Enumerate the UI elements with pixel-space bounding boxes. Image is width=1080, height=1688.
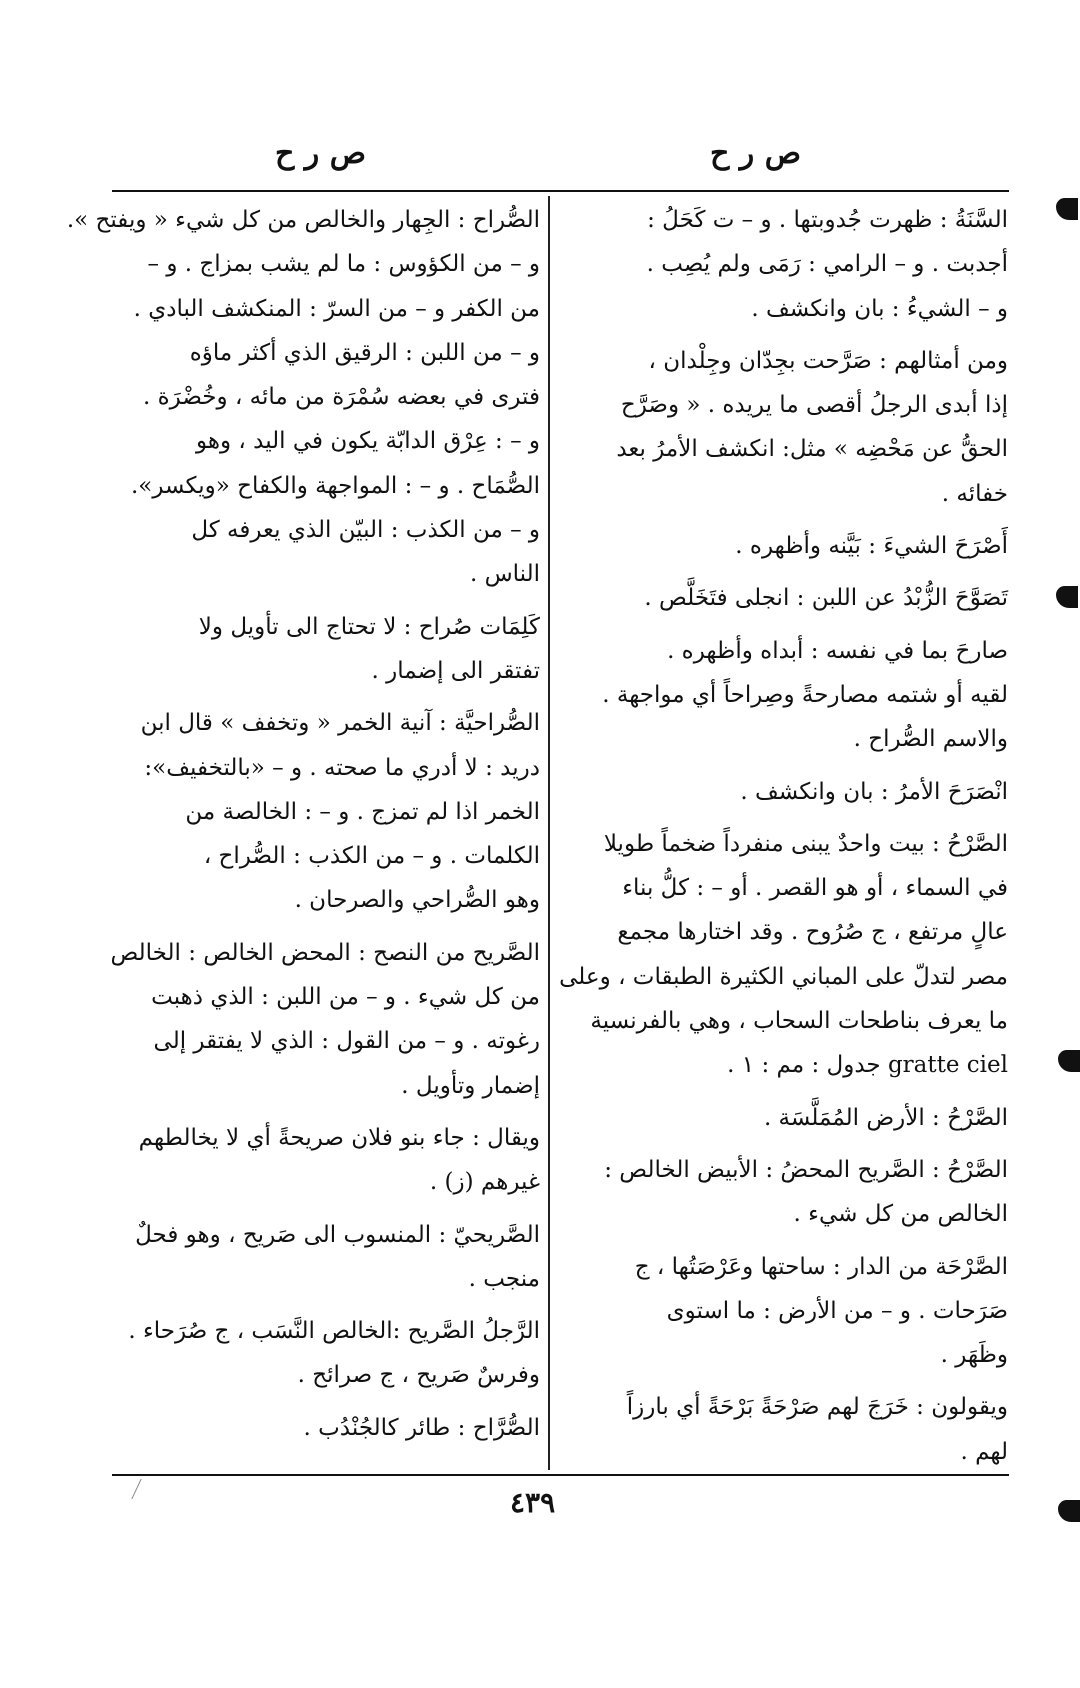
entry-line: ويقولون : خَرَجَ لهم صَرْحَةً بَرْحَةً أي بارزاً	[626, 1394, 1008, 1421]
entry-line: و – الشيءُ : بان وانكشف .	[751, 295, 1008, 322]
entry-line: ما يعرف بناطحات السحاب ، وهي بالفرنسية	[590, 1008, 1008, 1035]
entry-line: صارحَ بما في نفسه : أبداه وأظهره .	[667, 637, 1008, 664]
dictionary-entry	[560, 1148, 1008, 1237]
entry-line: رغوته . و – من القول : الذي لا يفتقر إلى	[153, 1028, 540, 1055]
entry-line: و – من الكذب : البيّن الذي يعرفه كل	[191, 517, 540, 544]
scan-stroke-mark	[131, 1479, 141, 1499]
dictionary-entry	[116, 1309, 540, 1398]
dictionary-entry	[560, 1245, 1008, 1378]
entry-line: الصَّريحيّ : المنسوب الى صَريح ، وهو فحلٌ	[135, 1221, 540, 1248]
entry-line: الكلمات . و – من الكذب : الصُّراح ،	[203, 843, 540, 870]
entry-line: دريد : لا أدري ما صحته . و – «بالتخفيف»:	[144, 754, 540, 781]
entry-line: لقيه أو شتمه مصارحةً وصِراحاً أي مواجهة .	[602, 681, 1008, 708]
entry-line: انْصَرَحَ الأمرُ : بان وانكشف .	[740, 778, 1008, 805]
entry-line: كَلِمَات صُراح : لا تحتاج الى تأويل ولا	[198, 613, 540, 640]
entry-line: إضمار وتأويل .	[401, 1072, 540, 1099]
page-number: ٤٣٩	[510, 1486, 556, 1519]
entry-line: في السماء ، أو هو القصر . أو – : كلُّ بناء	[622, 875, 1008, 902]
entry-line: الصَّرْحَة من الدار : ساحتها وعَرْصَتُها ، ج	[634, 1253, 1008, 1280]
dictionary-entry	[116, 605, 540, 694]
left-column	[66, 198, 540, 1458]
entry-line: وظَهَر .	[940, 1342, 1008, 1369]
dictionary-entry	[560, 198, 1008, 331]
dictionary-entry	[560, 822, 1008, 1088]
dictionary-entry	[66, 198, 540, 597]
entry-line: و – : عِرْق الدابّة يكون في اليد ، وهو	[195, 428, 540, 455]
entry-line: صَرَحات . و – من الأرض : ما استوى	[666, 1297, 1008, 1324]
dictionary-entry	[560, 629, 1008, 762]
entry-line: الصَّرْحُ : بيت واحدٌ يبنى منفرداً ضخماً طويلا	[603, 830, 1008, 857]
entry-line: و – من الكؤوس : ما لم يشب بمزاج . و –	[147, 251, 540, 278]
running-header-right: ص ر ح	[710, 136, 802, 171]
entry-line: الصَّرْحُ : الأرض المُمَلَّسَة .	[763, 1104, 1008, 1131]
entry-line: إذا أبدى الرجلُ أقصى ما يريده . « وصَرَّح	[620, 392, 1008, 419]
entry-line: من الكفر و – من السرّ : المنكشف البادي .	[133, 295, 540, 322]
scan-edge-mark	[1056, 198, 1078, 220]
dictionary-entry	[560, 524, 1008, 568]
entry-line: السَّنَةُ : ظهرت جُدوبتها . و – ت كَحَلُ :	[647, 207, 1008, 233]
entry-line: تَصَوَّحَ الزُّبْدُ عن اللبن : انجلى فتَخَلَّص .	[644, 585, 1008, 612]
entry-line: وهو الصُّراحي والصرحان .	[294, 887, 540, 914]
scan-edge-mark	[1058, 1050, 1080, 1072]
entry-line: والاسم الصُّراح .	[853, 726, 1008, 753]
bottom-rule	[112, 1474, 1009, 1476]
right-column	[560, 198, 1008, 1482]
entry-line: منجب .	[468, 1265, 540, 1292]
entry-line: وفرسٌ صَريح ، ج صرائح .	[297, 1362, 540, 1389]
entry-line: ومن أمثالهم : صَرَّحت بجِدّان وجِلْدان ،	[648, 347, 1008, 374]
column-divider	[548, 196, 550, 1470]
entry-line: الصَّريح من النصح : المحض الخالص : الخالص	[110, 939, 540, 966]
dictionary-entry	[560, 339, 1008, 516]
entry-line: خفائه .	[941, 480, 1008, 507]
entry-line: gratte ciel جدول : مم : ١ .	[727, 1052, 1008, 1079]
entry-line: الصُّرَّاح : طائر كالجُنْدُب .	[303, 1414, 540, 1441]
entry-line: الخالص من كل شيء .	[793, 1201, 1008, 1228]
entry-line: الرَّجلُ الصَّريح :الخالص النَّسَب ، ج صُرَحاء .	[128, 1318, 540, 1345]
entry-line: عالٍ مرتفع ، ج صُرُوح . وقد اختارها مجمع	[617, 919, 1008, 946]
dictionary-entry	[560, 576, 1008, 620]
entry-line: الصَّرْحُ : الصَّريح المحضُ : الأبيض الخالص :	[604, 1156, 1008, 1183]
dictionary-entry	[116, 1116, 540, 1205]
entry-line: الصُّراح : الجِهار والخالص من كل شيء « ويفتح ».	[66, 207, 540, 233]
entry-line: الخمر اذا لم تمزج . و – : الخالصة من	[185, 798, 540, 825]
running-header-left: ص ر ح	[275, 136, 367, 171]
dictionary-entry	[116, 1406, 540, 1450]
entry-line: لهم .	[960, 1438, 1008, 1465]
entry-line: تفتقر الى إضمار .	[371, 657, 540, 684]
entry-line: مصر لتدلّ على المباني الكثيرة الطبقات ، وعلى	[559, 963, 1008, 990]
dictionary-entry	[116, 701, 540, 922]
dictionary-entry	[116, 1213, 540, 1302]
dictionary-entry	[560, 770, 1008, 814]
entry-line: غيرهم (ز) .	[429, 1169, 540, 1196]
entry-line: و – من اللبن : الرقيق الذي أكثر ماؤه	[189, 339, 540, 366]
entry-line: الناس .	[469, 561, 540, 588]
entry-line: من كل شيء . و – من اللبن : الذي ذهبت	[151, 984, 540, 1011]
dictionary-entry	[560, 1385, 1008, 1474]
dictionary-entry	[560, 1096, 1008, 1140]
entry-line: فترى في بعضه سُمْرَة من مائه ، وخُضْرَة .	[143, 384, 540, 411]
top-rule	[112, 190, 1009, 192]
entry-line: الصُّمَاح . و – : المواجهة والكفاح «ويكسر».	[130, 472, 540, 499]
entry-line: ويقال : جاء بنو فلان صريحةً أي لا يخالطهم	[138, 1124, 540, 1151]
scan-edge-mark	[1056, 586, 1078, 608]
entry-line: الحقُّ عن مَحْضِه » مثل: انكشف الأمرُ بعد	[616, 436, 1008, 463]
dictionary-entry	[110, 931, 540, 1108]
entry-line: أَصْرَحَ الشيءَ : بَيَّنه وأظهره .	[735, 533, 1008, 560]
scan-edge-mark	[1058, 1500, 1080, 1522]
entry-line: الصُّراحيَّة : آنية الخمر « وتخفف » قال ابن	[140, 710, 540, 737]
entry-line: أجدبت . و – الرامي : رَمَى ولم يُصِب .	[646, 251, 1008, 278]
